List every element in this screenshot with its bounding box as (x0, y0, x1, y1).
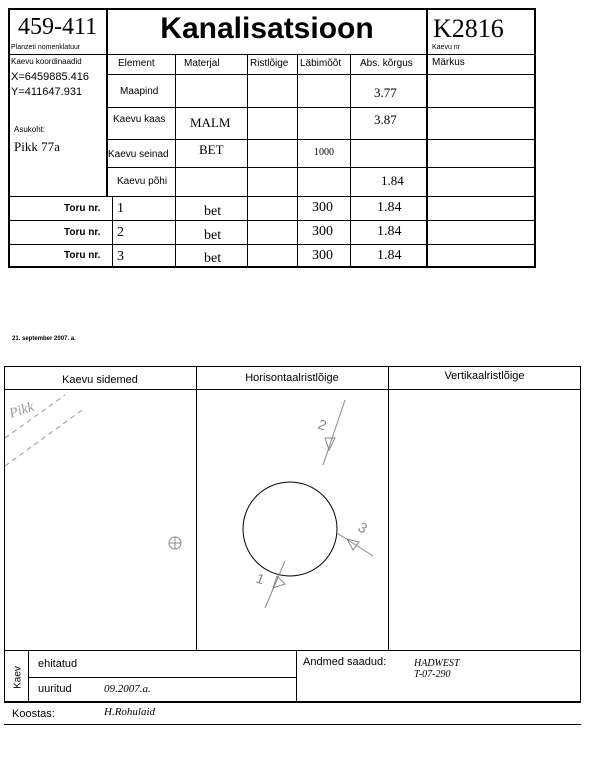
sketch-col-vertical: Vertikaalristlõige (444, 370, 525, 382)
author-value: H.Rohulaid (104, 706, 156, 718)
coords-label: Kaevu koordinaadid (11, 57, 82, 66)
well-number: K2816 (433, 14, 504, 43)
surveyed-value: 09.2007.a. (104, 683, 151, 695)
pipe-line-3 (337, 533, 373, 556)
row-element: Maapind (120, 86, 159, 97)
well-side-label: Kaev (12, 666, 24, 689)
header-material: Materjal (184, 58, 220, 69)
pipe-diameter: 300 (312, 248, 333, 263)
pipe-diameter: 300 (312, 200, 333, 215)
row-height: 1.84 (381, 173, 404, 188)
pipe-number: 2 (117, 225, 124, 240)
pipe-number: 3 (117, 249, 124, 264)
coord-x: X=6459885.416 (11, 71, 89, 83)
surveyed-label: uuritud (38, 683, 72, 695)
pipe-label: Toru nr. (64, 203, 101, 214)
pipe-material: bet (204, 228, 222, 243)
horizontal-section-drawing (197, 390, 387, 648)
location-value: Pikk 77a (14, 139, 60, 154)
header-element: Element (118, 58, 155, 69)
well-links-sketch (5, 390, 195, 648)
data-source-label: Andmed saadud: (303, 656, 387, 668)
svg-text:3: 3 (355, 518, 371, 537)
header-abs-height: Abs. kõrgus (360, 58, 413, 69)
author-label: Koostas: (12, 708, 55, 720)
pipe-diameter: 300 (312, 224, 333, 239)
nomenclature-label: Planzeti nomenklatuur (11, 44, 81, 51)
svg-text:2: 2 (315, 415, 329, 434)
data-source-code: T-07-290 (414, 669, 451, 680)
pipe-material: bet (204, 251, 222, 266)
pipe-material: bet (204, 204, 222, 219)
pipe-label: Toru nr. (64, 227, 101, 238)
pipe-line-2 (323, 400, 345, 465)
data-source-value: HADWEST (414, 658, 460, 669)
row-element: Kaevu põhi (117, 176, 168, 187)
well-circle (243, 482, 337, 576)
row-element: Kaevu seinad (108, 149, 169, 160)
row-material: BET (199, 142, 224, 157)
nomenclature: 459-411 (18, 14, 98, 40)
header-note: Märkus (432, 57, 465, 68)
pipe-height: 1.84 (377, 248, 402, 263)
date-stamp: 21. september 2007. a. (12, 336, 76, 342)
header-cross-section: Ristlõige (250, 58, 289, 69)
sketch-col-horizontal: Horisontaalristlõige (245, 372, 339, 384)
pipe-label: Toru nr. (64, 250, 101, 261)
pipe-number: 1 (117, 201, 124, 216)
page-title: Kanalisatsioon (160, 12, 374, 45)
sketch-col-links: Kaevu sidemed (62, 374, 138, 386)
svg-text:1: 1 (253, 569, 267, 588)
street-name: Pikk (7, 399, 36, 422)
pipe-height: 1.84 (377, 224, 402, 239)
header-diameter: Läbimõõt (300, 58, 342, 69)
row-height: 3.87 (374, 112, 397, 127)
row-diameter: 1000 (314, 147, 334, 158)
pipe-height: 1.84 (377, 200, 402, 215)
row-height: 3.77 (374, 85, 397, 100)
location-label: Asukoht: (14, 125, 46, 134)
row-material: MALM (190, 115, 231, 130)
built-label: ehitatud (38, 658, 78, 670)
coord-y: Y=411647.931 (11, 86, 83, 98)
well-number-label: Kaevu nr (432, 44, 461, 51)
row-element: Kaevu kaas (113, 114, 166, 125)
